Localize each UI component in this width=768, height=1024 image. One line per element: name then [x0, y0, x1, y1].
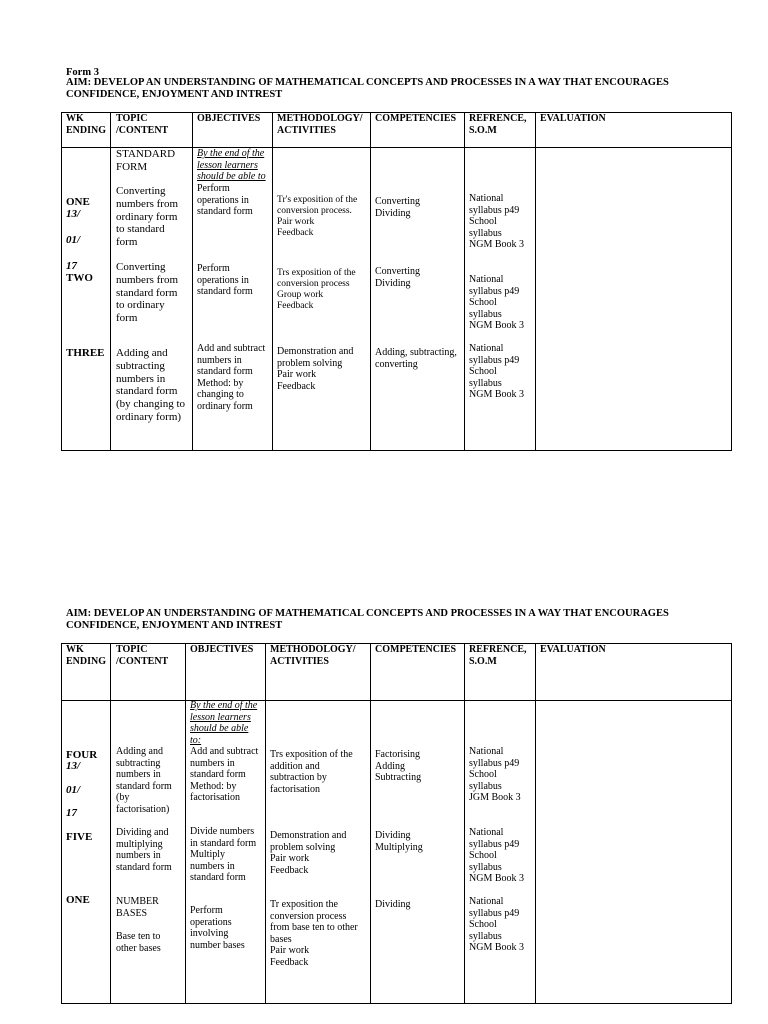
header-refrence: REFRENCE, S.O.M: [469, 113, 527, 136]
date-year-2: 17: [66, 807, 77, 819]
header-competencies: COMPETENCIES: [375, 113, 457, 124]
week-three-label: THREE: [66, 347, 105, 359]
objectives-row-1: Perform operations in standard form: [197, 183, 253, 218]
topic-heading-standard-form: STANDARD FORM: [116, 148, 176, 173]
form-label: Form 3: [66, 67, 99, 78]
header-wk-ending-2: WK ENDING: [66, 644, 107, 667]
header-objectives-2: OBJECTIVES: [190, 644, 254, 655]
date-day: 13/: [66, 208, 81, 220]
objectives-row-2: Perform operations in standard form: [197, 263, 253, 298]
date-month-2: 01/: [66, 784, 81, 796]
topic-row-2: Converting numbers from standard form to ordinary form: [116, 261, 179, 325]
date-day-2: 13/: [66, 760, 81, 772]
header-wk-ending: WK ENDING: [66, 113, 107, 136]
date-year: 17: [66, 260, 77, 272]
header-objectives: OBJECTIVES: [197, 113, 261, 124]
topic-row-1: Converting numbers from ordinary form to standard form: [116, 185, 179, 249]
methodology-row-6: Tr exposition the conversion process from base ten to other bases Pair work Feedback: [270, 899, 358, 968]
header-methodology: METHODOLOGY/ ACTIVITIES: [277, 113, 363, 136]
topic-row-6: Base ten to other bases: [116, 931, 161, 954]
objectives-row-5: Divide numbers in standard form Multiply numbers in standard form: [190, 826, 257, 884]
week-five-label: FIVE: [66, 831, 93, 843]
week-four-label: FOUR: [66, 749, 98, 761]
objectives-row-4: Add and subtract numbers in standard form Method: by factorisation: [190, 746, 259, 804]
competencies-row-5: Dividing Multiplying: [375, 830, 423, 853]
date-month: 01/: [66, 234, 81, 246]
week-one-label: ONE: [66, 196, 90, 208]
aim-line-1-second: AIM: DEVELOP AN UNDERSTANDING OF MATHEMATICAL CONCEPTS AND PROCESSES IN A WAY THAT ENCOURAGES: [66, 608, 669, 619]
competencies-row-2: Converting Dividing: [375, 266, 420, 289]
aim-line-2-second: CONFIDENCE, ENJOYMENT AND INTREST: [66, 620, 283, 631]
header-evaluation-2: EVALUATION: [540, 644, 606, 655]
topic-row-5: Dividing and multiplying numbers in standard form: [116, 827, 172, 873]
topic-row-3: Adding and subtracting numbers in standard form (by changing to ordinary form): [116, 347, 186, 423]
header-topic: TOPIC /CONTENT: [116, 113, 169, 136]
aim-line-1: AIM: DEVELOP AN UNDERSTANDING OF MATHEMATICAL CONCEPTS AND PROCESSES IN A WAY THAT ENCOURAGES: [66, 77, 669, 88]
objectives-intro: By the end of the lesson learners should be able to: [197, 148, 266, 183]
reference-row-3: National syllabus p49 School syllabus NGM Book 3: [469, 343, 525, 401]
methodology-row-2: Trs exposition of the conversion process Group work Feedback: [277, 268, 356, 311]
competencies-row-3: Adding, subtracting, converting: [375, 347, 457, 370]
reference-row-4: National syllabus p49 School syllabus JGM Book 3: [469, 746, 521, 804]
objectives-row-3: Add and subtract numbers in standard form Method: by changing to ordinary form: [197, 343, 266, 412]
reference-row-5: National syllabus p49 School syllabus NGM Book 3: [469, 827, 525, 885]
objectives-row-6: Perform operations involving number bases: [190, 905, 245, 951]
header-competencies-2: COMPETENCIES: [375, 644, 457, 655]
methodology-row-3: Demonstration and problem solving Pair work Feedback: [277, 346, 354, 392]
competencies-row-6: Dividing: [375, 899, 411, 910]
methodology-row-4: Trs exposition of the addition and subtraction by factorisation: [270, 749, 353, 795]
header-topic-2: TOPIC /CONTENT: [116, 644, 169, 667]
header-evaluation: EVALUATION: [540, 113, 606, 124]
week-two-label: TWO: [66, 272, 93, 284]
topic-heading-number-bases: NUMBER BASES: [116, 896, 159, 919]
aim-line-2: CONFIDENCE, ENJOYMENT AND INTREST: [66, 89, 283, 100]
header-refrence-2: REFRENCE, S.O.M: [469, 644, 527, 667]
methodology-row-1: Tr's exposition of the conversion process. Pair work Feedback: [277, 195, 358, 238]
objectives-intro-2: By the end of the lesson learners should be able to:: [190, 700, 258, 746]
competencies-row-1: Converting Dividing: [375, 196, 420, 219]
header-methodology-2: METHODOLOGY/ ACTIVITIES: [270, 644, 356, 667]
reference-row-6: National syllabus p49 School syllabus NGM Book 3: [469, 896, 525, 954]
topic-row-4: Adding and subtracting numbers in standard form (by factorisation): [116, 746, 172, 815]
reference-row-1: National syllabus p49 School syllabus NGM Book 3: [469, 193, 525, 251]
week-one-label-2: ONE: [66, 894, 90, 906]
reference-row-2: National syllabus p49 School syllabus NGM Book 3: [469, 274, 525, 332]
competencies-row-4: Factorising Adding Subtracting: [375, 749, 422, 784]
methodology-row-5: Demonstration and problem solving Pair work Feedback: [270, 830, 347, 876]
